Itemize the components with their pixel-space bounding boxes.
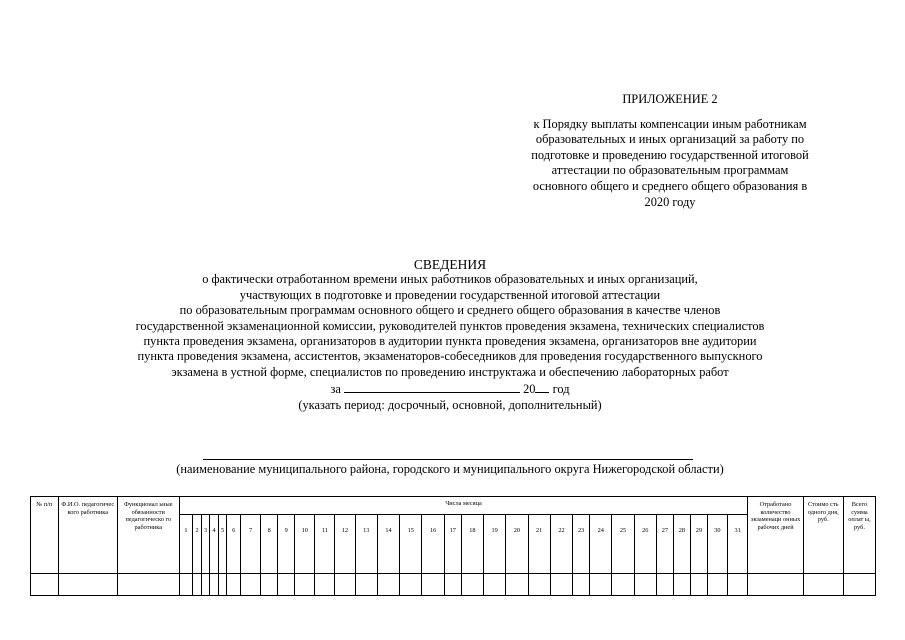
- appendix-line: основного общего и среднего общего образования в: [532, 178, 808, 193]
- col-func-header: Функционал ьные обязанности педагогическо го работника: [118, 497, 180, 574]
- table-cell[interactable]: [118, 574, 180, 596]
- table-cell[interactable]: [278, 574, 295, 596]
- appendix-block: [492, 92, 848, 210]
- day-number-header: 24: [590, 515, 612, 574]
- appendix-line: аттестации по образовательным программам: [551, 163, 789, 178]
- document-heading: [40, 257, 860, 413]
- table-cell[interactable]: [193, 574, 201, 596]
- day-number-header: 8: [261, 515, 278, 574]
- day-number-header: 20: [506, 515, 528, 574]
- table-cell[interactable]: [748, 574, 803, 596]
- col-days-header: Числа месяца: [179, 497, 748, 515]
- day-number-header: 18: [461, 515, 483, 574]
- day-number-header: 23: [573, 515, 590, 574]
- day-number-header: 29: [690, 515, 707, 574]
- appendix-text: [492, 117, 848, 211]
- period-year: 20: [519, 382, 536, 397]
- heading-line: о фактически отработанном времени иных работников образовательных и иных организаций,: [202, 272, 698, 287]
- table-cell[interactable]: [295, 574, 315, 596]
- appendix-title: ПРИЛОЖЕНИЕ 2: [622, 92, 718, 106]
- table-cell[interactable]: [201, 574, 209, 596]
- day-number-header: 7: [241, 515, 261, 574]
- table-cell[interactable]: [444, 574, 461, 596]
- appendix-line: к Порядку выплаты компенсации иным работникам: [533, 116, 807, 131]
- appendix-line: 2020 году: [644, 194, 696, 209]
- day-number-header: 12: [335, 515, 355, 574]
- attendance-table: [30, 496, 876, 596]
- year-blank[interactable]: [535, 380, 549, 393]
- table-cell[interactable]: [31, 574, 59, 596]
- table-cell[interactable]: [227, 574, 241, 596]
- period-suffix: год: [549, 382, 570, 397]
- day-number-header: 15: [400, 515, 422, 574]
- heading-line: пункта проведения экзамена, организаторов в аудитории пункта проведения экзамена, организаторов вне аудитории: [143, 334, 757, 349]
- table-cell[interactable]: [634, 574, 656, 596]
- col-worked-header: Отработано количество экзаменаци онных рабочих дней: [748, 497, 803, 574]
- period-hint: (указать период: досрочный, основной, дополнительный): [298, 397, 602, 412]
- day-number-header: 4: [210, 515, 218, 574]
- table-cell[interactable]: [355, 574, 377, 596]
- table-cell[interactable]: [422, 574, 444, 596]
- document-title: СВЕДЕНИЯ: [413, 257, 487, 272]
- period-prefix: за: [330, 382, 344, 397]
- day-number-header: 10: [295, 515, 315, 574]
- period-line: [40, 380, 860, 397]
- table-cell[interactable]: [261, 574, 278, 596]
- day-number-header: 26: [634, 515, 656, 574]
- heading-line: участвующих в подготовке и проведении государственной итоговой аттестации: [239, 287, 661, 302]
- table-cell[interactable]: [483, 574, 505, 596]
- day-number-header: 1: [179, 515, 193, 574]
- table-cell[interactable]: [803, 574, 843, 596]
- table-cell[interactable]: [315, 574, 335, 596]
- day-number-header: 19: [483, 515, 505, 574]
- heading-line: по образовательным программам основного общего и среднего общего образования в качестве членов: [179, 303, 721, 318]
- day-number-header: 25: [612, 515, 634, 574]
- table-cell[interactable]: [727, 574, 747, 596]
- table-cell[interactable]: [335, 574, 355, 596]
- region-caption: (наименование муниципального района, городского и муниципального округа Нижегородской области): [176, 462, 724, 476]
- heading-line: пункта проведения экзамена, ассистентов, экзаменаторов-собеседников для проведения государственного выпускного: [137, 349, 763, 364]
- table-cell[interactable]: [377, 574, 399, 596]
- day-number-header: 16: [422, 515, 444, 574]
- table-cell[interactable]: [843, 574, 875, 596]
- appendix-line: подготовке и проведению государственной итоговой: [531, 147, 809, 162]
- heading-line: государственной экзаменационной комиссии, руководителей пунктов проведения экзамена, технических специалистов: [135, 318, 765, 333]
- table-cell[interactable]: [179, 574, 193, 596]
- heading-line: экзамена в устной форме, специалистов по проведению инструктажа и обеспечению лабораторных работ: [171, 364, 729, 379]
- day-number-header: 28: [673, 515, 690, 574]
- day-number-header: 17: [444, 515, 461, 574]
- table-cell[interactable]: [241, 574, 261, 596]
- region-blank[interactable]: [203, 459, 693, 460]
- table-cell[interactable]: [612, 574, 634, 596]
- day-number-header: 30: [707, 515, 727, 574]
- day-number-header: 31: [727, 515, 747, 574]
- appendix-line: образовательных и иных организаций за работу по: [535, 132, 805, 147]
- col-cost-header: Стоимо сть одного дня, руб.: [803, 497, 843, 574]
- table-cell[interactable]: [506, 574, 528, 596]
- col-total-header: Всего сумма оплат ы, руб.: [843, 497, 875, 574]
- table-cell[interactable]: [590, 574, 612, 596]
- period-blank[interactable]: [344, 380, 520, 393]
- table-cell[interactable]: [461, 574, 483, 596]
- day-number-header: 5: [218, 515, 226, 574]
- day-number-header: 9: [278, 515, 295, 574]
- day-number-header: 22: [550, 515, 572, 574]
- col-num-header: № п/п: [31, 497, 59, 574]
- table-header-row: [31, 497, 876, 515]
- day-number-header: 6: [227, 515, 241, 574]
- table-cell[interactable]: [673, 574, 690, 596]
- table-cell[interactable]: [528, 574, 550, 596]
- table-cell[interactable]: [210, 574, 218, 596]
- day-number-header: 21: [528, 515, 550, 574]
- day-number-header: 3: [201, 515, 209, 574]
- day-number-header: 27: [656, 515, 673, 574]
- table-cell[interactable]: [58, 574, 117, 596]
- day-number-header: 2: [193, 515, 201, 574]
- table-cell[interactable]: [400, 574, 422, 596]
- table-cell[interactable]: [690, 574, 707, 596]
- day-number-header: 13: [355, 515, 377, 574]
- table-cell[interactable]: [550, 574, 572, 596]
- table-cell[interactable]: [656, 574, 673, 596]
- day-number-header: 14: [377, 515, 399, 574]
- table-row: [31, 574, 876, 596]
- table-cell[interactable]: [573, 574, 590, 596]
- table-cell[interactable]: [707, 574, 727, 596]
- day-number-header: 11: [315, 515, 335, 574]
- col-fio-header: Ф.И.О. педагогичес кого работника: [58, 497, 117, 574]
- table-cell[interactable]: [218, 574, 226, 596]
